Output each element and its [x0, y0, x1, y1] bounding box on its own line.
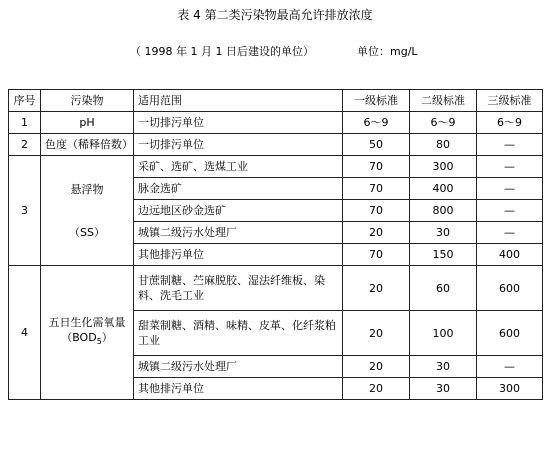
grade-2-value: 30	[410, 356, 477, 378]
table-title: 表 4 第二类污染物最高允许排放浓度	[177, 8, 373, 22]
pollutant-name: pH	[41, 112, 134, 134]
header-pollutant: 污染物	[41, 90, 134, 112]
applicability-note: （ 1998 年 1 月 1 日后建设的单位）	[130, 45, 314, 58]
grade-3-value: 300	[477, 378, 543, 400]
row-no: 4	[9, 266, 41, 400]
header-grade-1: 一级标准	[343, 90, 410, 112]
grade-1-value: 70	[343, 178, 410, 200]
grade-1-value: 70	[343, 244, 410, 266]
scope-cell: 城镇二级污水处理厂	[134, 356, 343, 378]
scope-cell: 甜菜制糖、酒精、味精、皮革、化纤浆粕工业	[134, 311, 343, 356]
scope-cell: 城镇二级污水处理厂	[134, 222, 343, 244]
header-no: 序号	[9, 90, 41, 112]
scope-cell: 甘蔗制糖、苎麻脱胶、湿法纤维板、染料、洗毛工业	[134, 266, 343, 311]
grade-3-value: —	[477, 222, 543, 244]
scope-cell: 其他排污单位	[134, 378, 343, 400]
scope-cell: 边远地区砂金选矿	[134, 200, 343, 222]
grade-1-value: 70	[343, 156, 410, 178]
grade-2-value: 30	[410, 222, 477, 244]
pollutant-abbreviation: （SS）	[69, 225, 105, 239]
header-grade-3: 三级标准	[477, 90, 543, 112]
scope-cell: 脉金选矿	[134, 178, 343, 200]
table-row	[9, 156, 543, 178]
header-grade-2: 二级标准	[410, 90, 477, 112]
grade-1-value: 20	[343, 266, 410, 311]
pollutant-name: 悬浮物	[70, 182, 104, 196]
pollutant-name: 五日生化需氧量	[48, 316, 126, 330]
scope-cell: 采矿、选矿、选煤工业	[134, 156, 343, 178]
pollutant-standards-table	[8, 89, 543, 400]
grade-3-value: —	[477, 178, 543, 200]
grade-3-value: 400	[477, 244, 543, 266]
grade-3-value: —	[477, 156, 543, 178]
header-scope: 适用范围	[134, 90, 343, 112]
grade-2-value: 800	[410, 200, 477, 222]
table-header-row	[9, 90, 543, 112]
grade-3-value: —	[477, 134, 543, 156]
grade-1-value: 20	[343, 378, 410, 400]
pollutant-name: 色度（稀释倍数）	[41, 134, 134, 156]
grade-2-value: 300	[410, 156, 477, 178]
scope-cell: 一切排污单位	[134, 134, 343, 156]
row-no: 1	[9, 112, 41, 134]
grade-2-value: 30	[410, 378, 477, 400]
grade-3-value: —	[477, 200, 543, 222]
grade-1-value: 20	[343, 311, 410, 356]
row-no: 2	[9, 134, 41, 156]
grade-1-value: 50	[343, 134, 410, 156]
row-no: 3	[9, 156, 41, 266]
grade-3-value: 600	[477, 311, 543, 356]
grade-1-value: 20	[343, 222, 410, 244]
pollutant-name-cell	[41, 266, 134, 400]
grade-1-value: 6～9	[343, 112, 410, 134]
grade-3-value: 6～9	[477, 112, 543, 134]
grade-2-value: 150	[410, 244, 477, 266]
scope-cell: 其他排污单位	[134, 244, 343, 266]
grade-1-value: 70	[343, 200, 410, 222]
unit-note: 单位：mg/L	[357, 45, 418, 58]
grade-3-value: —	[477, 356, 543, 378]
pollutant-abbreviation: $(BOD_5)$	[61, 331, 113, 347]
grade-2-value: 80	[410, 134, 477, 156]
table-row	[9, 266, 543, 311]
table-row	[9, 112, 543, 134]
table-row	[9, 134, 543, 156]
pollutant-name-cell	[41, 156, 134, 266]
grade-2-value: 100	[410, 311, 477, 356]
grade-1-value: 20	[343, 356, 410, 378]
grade-2-value: 400	[410, 178, 477, 200]
scope-cell: 一切排污单位	[134, 112, 343, 134]
grade-3-value: 600	[477, 266, 543, 311]
grade-2-value: 6～9	[410, 112, 477, 134]
grade-2-value: 60	[410, 266, 477, 311]
